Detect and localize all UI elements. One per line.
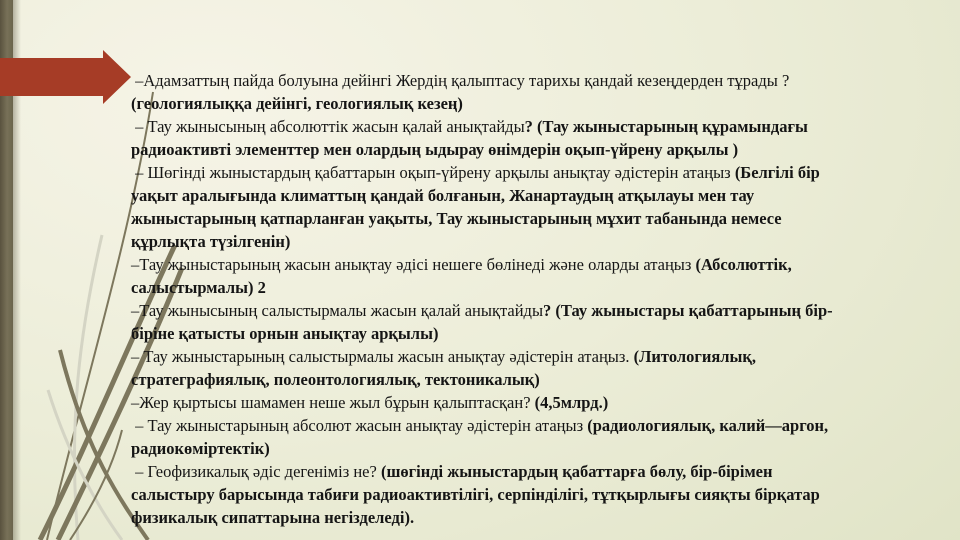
answer-bold-text: ? (Тау жыныстарының құрамындағы [524, 117, 808, 136]
text-line [131, 506, 955, 529]
question-text: –Жер қыртысы шамамен неше жыл бұрын қалыптасқан? [131, 393, 535, 412]
answer-bold-text: (шөгінді жыныстардың қабаттарға бөлу, бір-бірімен [380, 462, 773, 481]
answer-bold-text: ? (Тау жыныстары қабаттарының бір- [543, 301, 833, 320]
answer-bold-text: жыныстарының қатпарланған уақыты, Тау жыныстарының мұхит табанында немесе [131, 209, 782, 228]
vine-curve [70, 430, 122, 540]
text-line [131, 184, 955, 207]
text-line [131, 276, 955, 299]
text-line [131, 207, 955, 230]
answer-bold-text: физикалық сипаттарына негізделеді). [131, 508, 415, 527]
text-line [131, 391, 955, 414]
answer-bold-text: (радиологиялық, калий—аргон, [587, 416, 829, 435]
text-line [131, 230, 955, 253]
qa-text-block [131, 69, 955, 529]
question-text: –Адамзаттың пайда болуына дейінгі Жердің қалыптасу тарихы қандай кезеңдерден тұрады ? [131, 71, 790, 90]
question-text: –Тау жыныстарының жасын анықтау әдісі нешеге бөлінеді және оларды атаңыз [131, 255, 696, 274]
answer-bold-text: құрлықта түзілгенін) [131, 232, 291, 251]
text-line [131, 437, 955, 460]
answer-bold-text: салыстыру барысында табиғи радиоактивтілігі, серпінділігі, тұтқырлығы сияқты бірқатар [131, 485, 820, 504]
text-line [131, 115, 955, 138]
question-text: –Тау жынысының салыстырмалы жасын қалай анықтайды [131, 301, 544, 320]
vine-curve [48, 390, 122, 540]
answer-bold-text: (4,5млрд.) [534, 393, 609, 412]
answer-bold-text: біріне қатысты орнын анықтау арқылы) [131, 324, 439, 343]
text-line [131, 161, 955, 184]
red-arrow-shape [0, 48, 132, 106]
text-line [131, 253, 955, 276]
answer-bold-text: (Литологиялық, [633, 347, 757, 366]
text-line [131, 345, 955, 368]
text-line [131, 483, 955, 506]
text-line [131, 414, 955, 437]
question-text: – Тау жыныстарының салыстырмалы жасын анықтау әдістерін атаңыз. [131, 347, 634, 366]
text-line [131, 92, 955, 115]
text-line [131, 460, 955, 483]
answer-bold-text: салыстырмалы) 2 [131, 278, 266, 297]
answer-bold-text: уақыт аралығында климаттың қандай болғанын, Жанартаудың атқылауы мен тау [131, 186, 755, 205]
text-line [131, 368, 955, 391]
question-text: – Тау жыныстарының абсолют жасын анықтау әдістерін атаңыз [131, 416, 588, 435]
text-line [131, 299, 955, 322]
question-text: – Геофизикалық әдіс дегеніміз не? [131, 462, 381, 481]
text-line [131, 138, 955, 161]
answer-bold-text: (геологиялыққа дейінгі, геологиялық кезең) [131, 94, 463, 113]
vine-curve [74, 235, 102, 540]
question-text: – Тау жынысының абсолюттік жасын қалай анықтайды [131, 117, 525, 136]
answer-bold-text: стратеграфиялық, полеонтологиялық, тектоникалық) [131, 370, 540, 389]
answer-bold-text: радиокөміртектік) [131, 439, 270, 458]
answer-bold-text: (Белгілі бір [734, 163, 820, 182]
text-line [131, 322, 955, 345]
answer-bold-text: радиоактивті элементтер мен олардың ыдырау өнімдерін оқып-үйрену арқылы ) [131, 140, 739, 159]
answer-bold-text: (Абсолюттік, [695, 255, 792, 274]
question-text: – Шөгінді жыныстардың қабаттарын оқып-үйрену арқылы анықтау әдістерін атаңыз [131, 163, 735, 182]
text-line [131, 69, 955, 92]
